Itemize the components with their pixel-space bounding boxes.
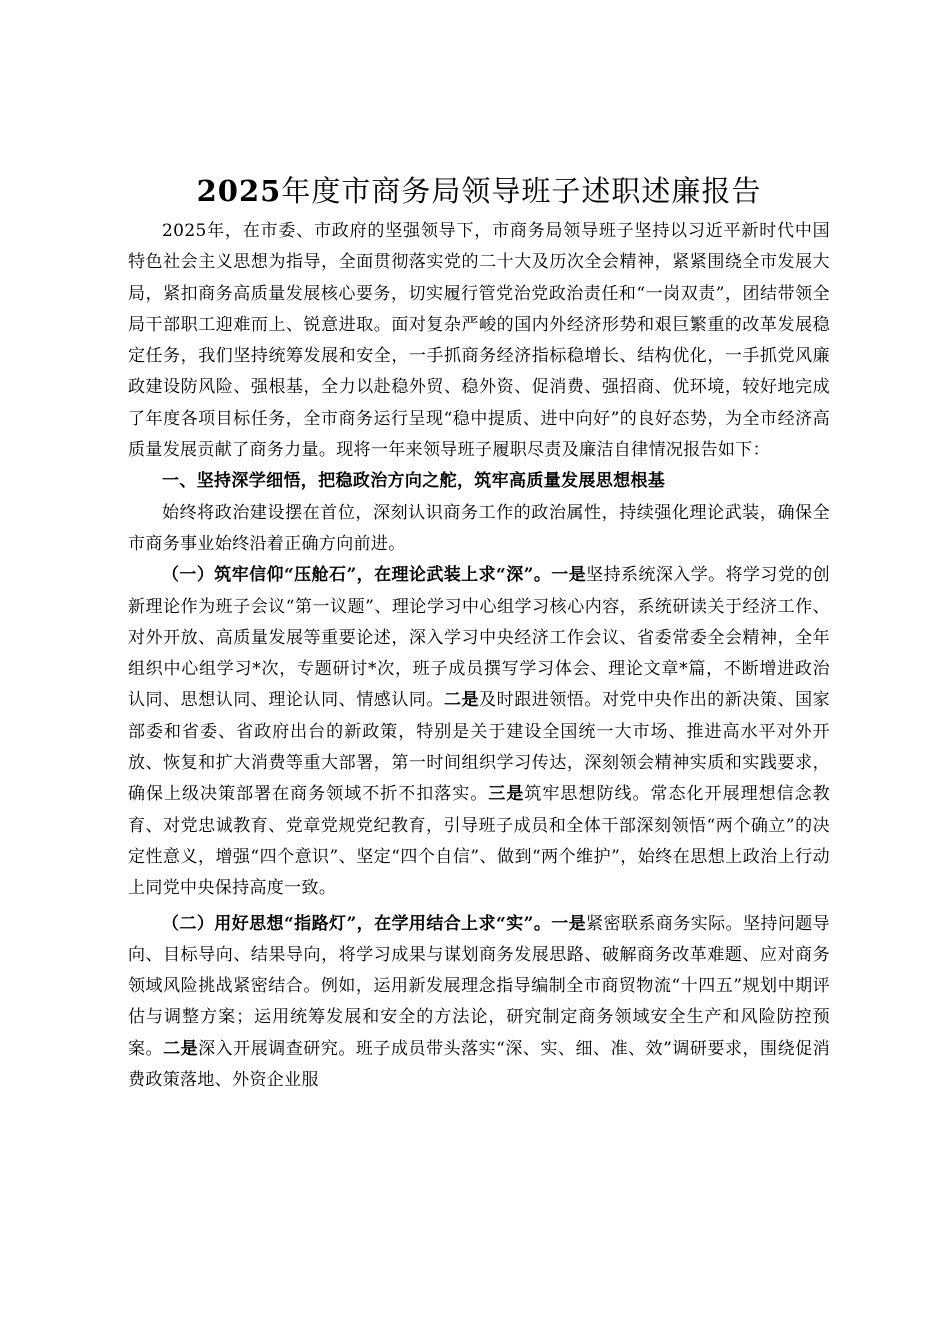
document-body: [128, 168, 830, 1096]
document-title: [128, 168, 830, 214]
point-label: 二是: [163, 1038, 199, 1059]
subsection-2-heading: （二）用好思想“指路灯”，在学用结合上求“实”。: [162, 913, 552, 934]
section-heading-1: 一、坚持深学细悟，把稳政治方向之舵，筑牢高质量发展思想根基: [162, 471, 666, 492]
point-text: 筑牢思想防线。常态化开展理想信念教育、对党忠诚教育、党章党规党纪教育，引导班子成员和全体干部深刻领悟“两个确立”的决定性意义，增强“四个意识”、坚定“四个自信”、做到“两个维护”，始终在思想上政治上行动上同党中央保持高度一致。: [128, 784, 831, 899]
subsection-1-heading: （一）筑牢信仰“压舱石”，在理论武装上求“深”。: [162, 565, 552, 586]
title-text: 年度市商务局领导班子述职述廉报告: [281, 174, 762, 208]
point-text: 坚持系统深入学。将学习党的创新理论作为班子会议“第一议题”、理论学习中心组学习核心内容，系统研读关于经济工作、对外开放、高质量发展等重要论述，深入学习中央经济工作会议、省委常委全会精神，全年组织中心组学习*次，专题研讨*次，班子成员撰写学习体会、理论文章*篇，不断增进政治认同、思想认同、理论认同、情感认同。: [128, 565, 831, 711]
point-label: 三是: [488, 784, 525, 805]
subsection-1-paragraph: [128, 560, 830, 904]
intro-paragraph: 2025年，在市委、市政府的坚强领导下，市商务局领导班子坚持以习近平新时代中国特色社会主义思想为指导，全面贯彻落实党的二十大及历次全会精神，紧紧围绕全市发展大局，紧扣商务高质量发展核心要务，切实履行管党治党政治责任和“一岗双责”，团结带领全局干部职工迎难而上、锐意进取。面对复杂严峻的国内外经济形势和艰巨繁重的改革发展稳定任务，我们坚持统筹发展和安全，一手抓商务经济指标稳增长、结构优化，一手抓党风廉政建设防风险、强根基，全力以赴稳外贸、稳外资、促消费、强招商、优环境，较好地完成了年度各项目标任务，全市商务运行呈现“稳中提质、进中向好”的良好态势，为全市经济高质量发展贡献了商务力量。现将一年来领导班子履职尽责及廉洁自律情况报告如下：: [128, 221, 830, 461]
point-label: 二是: [443, 690, 480, 711]
title-year: 2025: [196, 174, 282, 208]
point-label: 一是: [551, 913, 587, 934]
point-text: 深入开展调查研究。班子成员带头落实“深、实、细、准、效”调研要求，围绕促消费政策落地、外资企业服: [128, 1038, 830, 1091]
point-label: 一是: [551, 565, 587, 586]
subsection-2-paragraph: [128, 909, 830, 1097]
point-text: 紧密联系商务实际。坚持问题导向、目标导向、结果导向，将学习成果与谋划商务发展思路、破解商务改革难题、应对商务领域风险挑战紧密结合。例如，运用新发展理念指导编制全市商贸物流“十四五”规划中期评估与调整方案；运用统筹发展和安全的方法论，研究制定商务领域安全生产和风险防控预案。: [128, 913, 831, 1059]
point-text: 及时跟进领悟。对党中央作出的新决策、国家部委和省委、省政府出台的新政策，特别是关于建设全国统一大市场、推进高水平对外开放、恢复和扩大消费等重大部署，第一时间组织学习传达，深刻领会精神实质和实践要求，确保上级决策部署在商务领域不折不扣落实。: [128, 690, 830, 805]
section-1-intro-paragraph: 始终将政治建设摆在首位，深刻认识商务工作的政治属性，持续强化理论武装，确保全市商务事业始终沿着正确方向前进。: [128, 502, 830, 554]
